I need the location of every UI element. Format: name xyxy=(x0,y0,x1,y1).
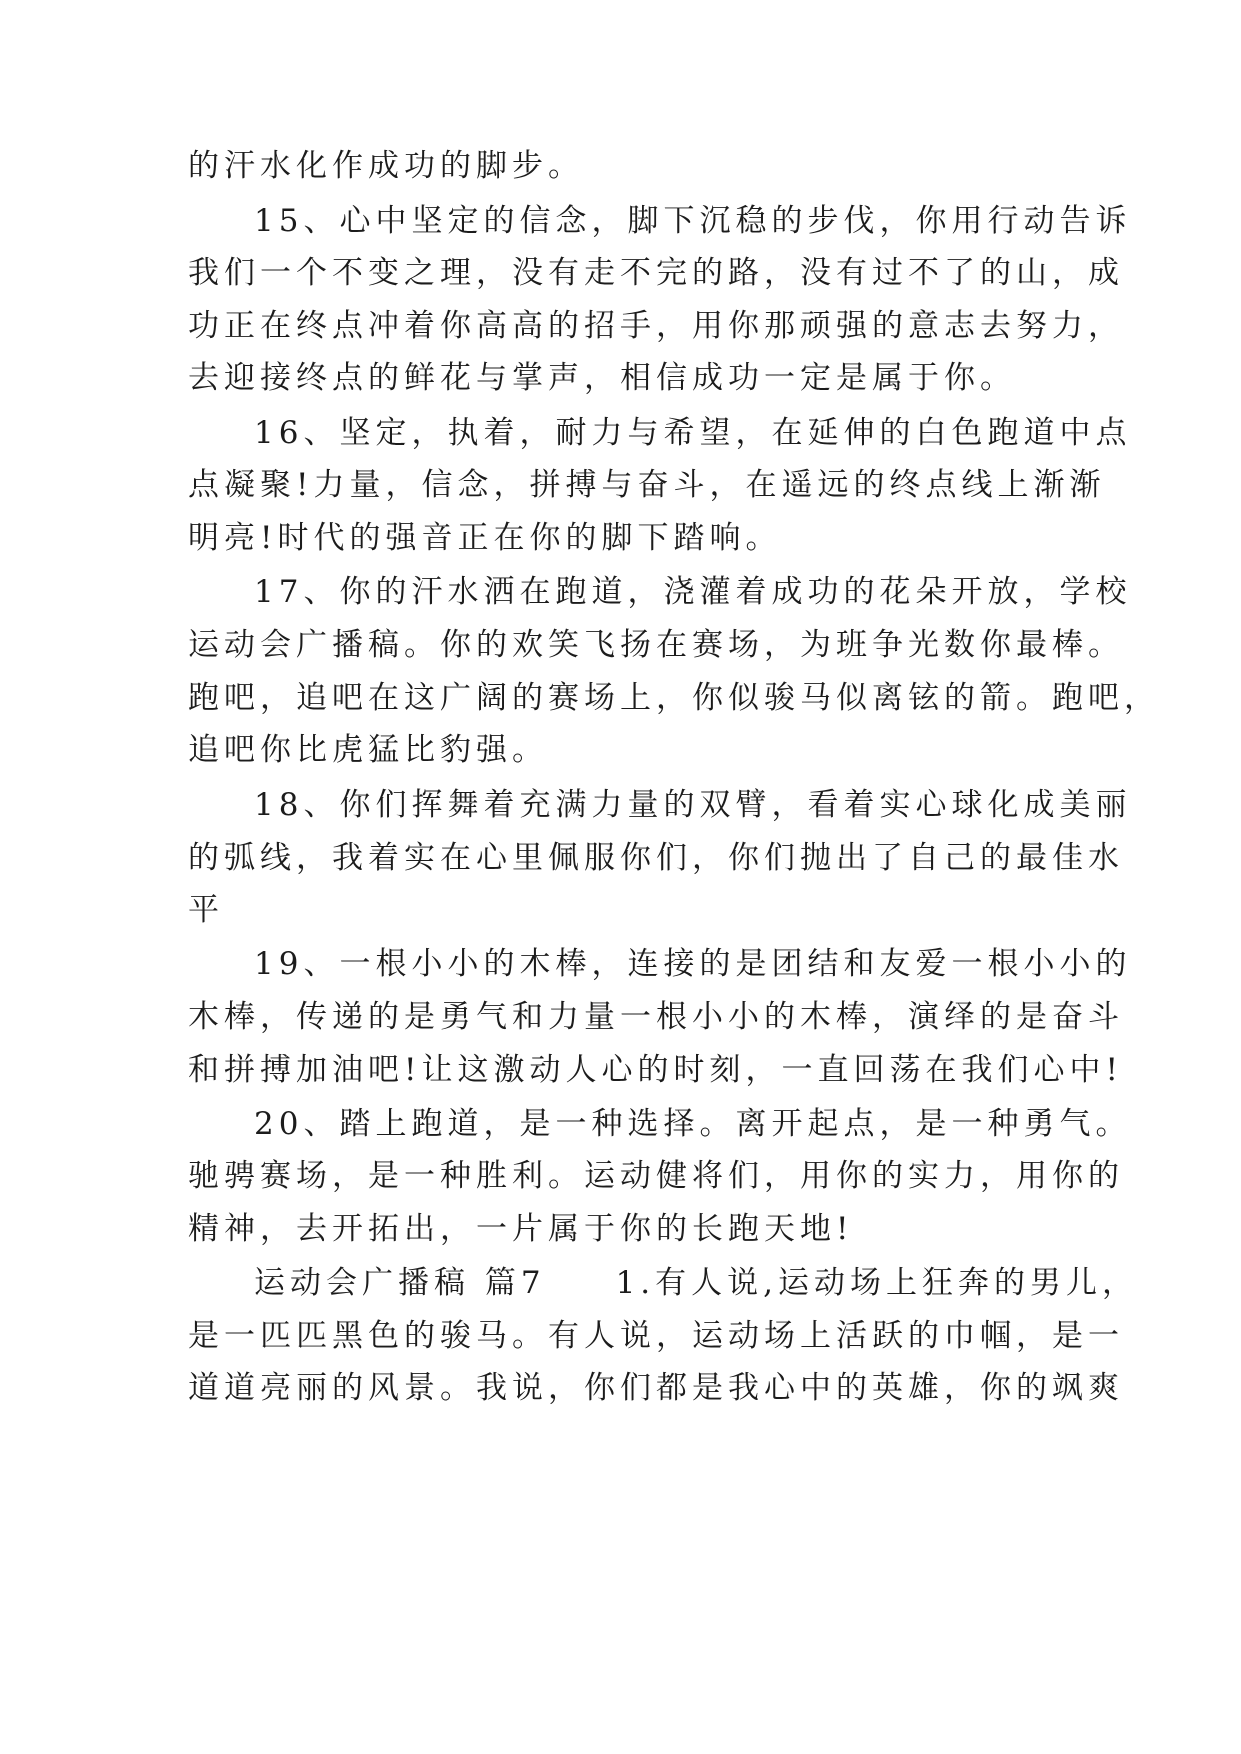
item-20-line-1: 20、踏上跑道，是一种选择。离开起点，是一种勇气。 xyxy=(254,1106,1132,1142)
text-line: 跑吧，追吧在这广阔的赛场上，你似骏马似离铉的箭。跑吧， xyxy=(188,680,1160,716)
text-line: 运动会广播稿。你的欢笑飞扬在赛场，为班争光数你最棒。 xyxy=(188,627,1124,663)
text-line: 道道亮丽的风景。我说，你们都是我心中的英雄，你的飒爽 xyxy=(188,1370,1124,1406)
item-15-line-1: 15、心中坚定的信念，脚下沉稳的步伐，你用行动告诉 xyxy=(254,203,1132,239)
text-line: 是一匹匹黑色的骏马。有人说，运动场上活跃的巾帼，是一 xyxy=(188,1318,1124,1354)
text-line: 精神，去开拓出，一片属于你的长跑天地! xyxy=(188,1211,854,1247)
text-line: 木棒，传递的是勇气和力量一根小小的木棒，演绎的是奋斗 xyxy=(188,999,1124,1035)
item-18-line-1: 18、你们挥舞着充满力量的双臂，看着实心球化成美丽 xyxy=(254,787,1132,823)
text-line: 我们一个不变之理，没有走不完的路，没有过不了的山，成 xyxy=(188,255,1124,291)
item-19-line-1: 19、一根小小的木棒，连接的是团结和友爱一根小小的 xyxy=(254,946,1132,982)
text-line: 的汗水化作成功的脚步。 xyxy=(188,148,584,184)
text-line: 明亮!时代的强音正在你的脚下踏响。 xyxy=(188,520,782,556)
text-line: 的弧线，我着实在心里佩服你们，你们抛出了自己的最佳水 xyxy=(188,840,1124,876)
text-line: 和拼搏加油吧!让这激动人心的时刻，一直回荡在我们心中! xyxy=(188,1052,1123,1088)
section-heading: 运动会广播稿 篇7 xyxy=(254,1265,546,1301)
section-item-1-start: 1.有人说,运动场上狂奔的男儿， xyxy=(615,1265,1139,1301)
item-17-line-1: 17、你的汗水洒在跑道，浇灌着成功的花朵开放，学校 xyxy=(254,574,1132,610)
section-heading-line xyxy=(254,1263,1138,1303)
text-line: 平 xyxy=(188,892,224,928)
text-line: 追吧你比虎猛比豹强。 xyxy=(188,732,548,768)
text-line: 功正在终点冲着你高高的招手，用你那顽强的意志去努力， xyxy=(188,308,1124,344)
text-line: 驰骋赛场，是一种胜利。运动健将们，用你的实力，用你的 xyxy=(188,1158,1124,1194)
text-line: 点凝聚!力量，信念，拼搏与奋斗，在遥远的终点线上渐渐 xyxy=(188,467,1106,503)
item-16-line-1: 16、坚定，执着，耐力与希望，在延伸的白色跑道中点 xyxy=(254,415,1132,451)
text-line: 去迎接终点的鲜花与掌声，相信成功一定是属于你。 xyxy=(188,360,1016,396)
